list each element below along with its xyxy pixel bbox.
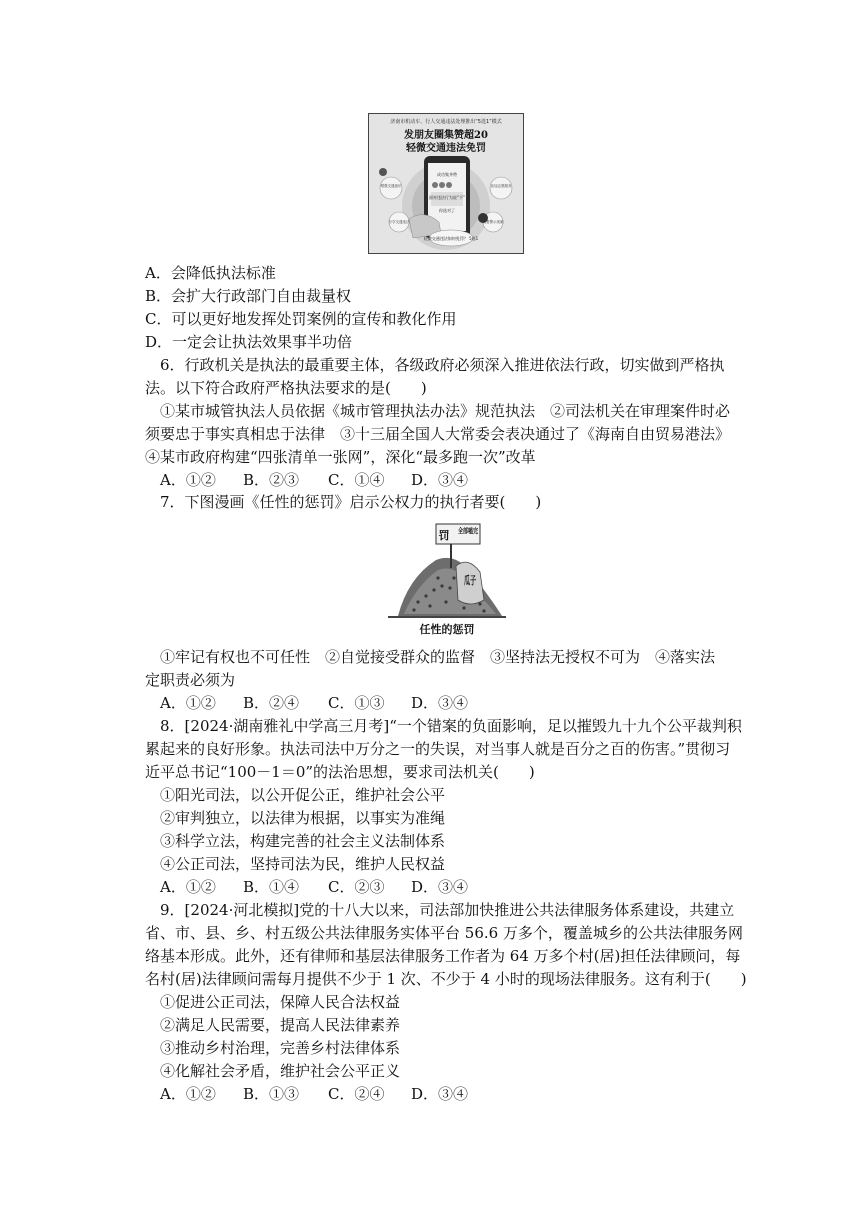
q9-stem-line3: 络基本形成。此外，还有律师和基层法律服务工作者为 64 万多个村(居)担任法律顾问，每 — [145, 947, 741, 965]
q9-stem-line1: 9．[2024·河北模拟]党的十八大以来，司法部加快推进公共法律服务体系建设，共建立 — [160, 901, 735, 919]
q7-option-a: A．①② — [160, 694, 216, 712]
poster-label-2: 参加志愿服务 — [490, 184, 512, 188]
q9-stem-line2: 省、市、县、乡、村五级公共法律服务实体平台 56.6 万多个，覆盖城乡的公共法律服务网 — [145, 924, 743, 942]
q7-option-d: D．③④ — [411, 694, 469, 712]
q6-options — [160, 470, 468, 490]
q7-option-b: B．②④ — [243, 694, 300, 712]
poster-header: 济南市机动车、行人交通违法处理推出“5选1”模式 — [390, 119, 502, 125]
q8-stem-line2: 累起来的良好形象。执法司法中万分之一的失误，对当事人就是百分之百的伤害。”贯彻习 — [145, 740, 731, 758]
q8-item-3: ③科学立法，构建完善的社会主义法制体系 — [160, 832, 446, 850]
q6-items-line2: 须要忠于事实真相忠于法律 ③十三届全国人大常委会表决通过了《海南自由贸易港法》 — [145, 425, 731, 443]
q7-items-line1: ①牢记有权也不可任性 ②自觉接受群众的监督 ③坚持法无授权不可为 ④落实法 — [160, 648, 716, 666]
poster-title-line2: 轻微交通违法免罚 — [406, 143, 486, 154]
q9-option-b: B．①③ — [243, 1085, 300, 1103]
q7-items-line2: 定职责必须为 — [145, 671, 236, 689]
q8-option-b: B．①④ — [243, 878, 300, 896]
q8-stem-line1: 8．[2024·湖南雅礼中学高三月考]“一个错案的负面影响，足以摧毁九十九个公平裁判积 — [160, 717, 742, 735]
q6-stem-line1: 6．行政机关是执法的最重要主体，各级政府必须深入推进依法行政，切实做到严格执 — [160, 356, 725, 374]
q5-option-a: A．会降低执法标准 — [145, 264, 276, 282]
phone-text-2: 面对违法行为说“不” — [428, 195, 466, 200]
phone-text-3: 你选对了 — [439, 208, 455, 213]
q6-option-c: C．①④ — [328, 471, 385, 489]
q6-items-line3: ④某市政府构建“四张清单一张网”，深化“最多跑一次”改革 — [145, 448, 536, 466]
q5-option-b: B．会扩大行政部门自由裁量权 — [145, 287, 352, 305]
poster-title-line1: 发朋友圈集赞超20 — [404, 130, 488, 141]
q7-option-c: C．①③ — [328, 694, 385, 712]
q9-item-2: ②满足人民需要，提高人民法律素养 — [160, 1016, 401, 1034]
q7-options — [160, 693, 468, 713]
poster-label-4: 观看警示视频 — [482, 220, 504, 224]
poster-label-3: 分享交通违法 — [388, 220, 410, 224]
q8-options — [160, 877, 468, 897]
q9-item-3: ③推动乡村治理，完善乡村法律体系 — [160, 1039, 401, 1057]
q7-stem: 7．下图漫画《任性的惩罚》启示公权力的执行者要( ) — [160, 493, 542, 511]
cartoon-sign-right: 全部嗑完 — [458, 526, 478, 535]
q6-items-line1: ①某市城管执法人员依据《城市管理执法办法》规范执法 ②司法机关在审理案件时必 — [160, 402, 731, 420]
traffic-poster-image — [368, 113, 524, 254]
traffic-poster-graphic — [369, 114, 523, 253]
q9-item-1: ①促进公正司法，保障人民合法权益 — [160, 993, 401, 1011]
cartoon-caption: 任性的惩罚 — [419, 623, 475, 636]
phone-text-1: 成功集齐赞 — [437, 172, 457, 177]
q6-option-b: B．②③ — [243, 471, 300, 489]
q8-option-c: C．②③ — [328, 878, 385, 896]
q5-option-c: C．可以更好地发挥处罚案例的宣传和教化作用 — [145, 310, 457, 328]
q8-stem-line3: 近平总书记“100－1＝0”的法治思想，要求司法机关( ) — [145, 763, 535, 781]
cartoon-sack-label: 瓜子 — [464, 574, 486, 587]
q8-item-4: ④公正司法，坚持司法为民，维护人民权益 — [160, 855, 446, 873]
q9-option-c: C．②④ — [328, 1085, 385, 1103]
q8-item-1: ①阳光司法，以公开促公正，维护社会公平 — [160, 786, 446, 804]
q8-option-d: D．③④ — [411, 878, 469, 896]
q5-option-d: D．一定会让执法效果事半功倍 — [145, 333, 353, 351]
cartoon-image — [388, 516, 506, 638]
q8-option-a: A．①② — [160, 878, 216, 896]
cartoon-sign-left: 罚 — [438, 529, 450, 542]
cartoon-graphic — [388, 516, 506, 638]
q8-item-2: ②审判独立，以法律为根据，以事实为准绳 — [160, 809, 446, 827]
q6-stem-line2: 法。以下符合政府严格执法要求的是( ) — [145, 379, 427, 397]
q6-option-a: A．①② — [160, 471, 216, 489]
q9-option-a: A．①② — [160, 1085, 216, 1103]
q9-options — [160, 1084, 468, 1104]
q9-option-d: D．③④ — [411, 1085, 469, 1103]
q9-item-4: ④化解社会矛盾，维护社会公平正义 — [160, 1062, 401, 1080]
q9-stem-line4: 名村(居)法律顾问需每月提供不少于 1 次、不少于 4 小时的现场法律服务。这有利于( ) — [145, 970, 747, 988]
poster-bubble: 轻微交通违法如何免罚？ 5选1 — [423, 236, 479, 241]
poster-label-1: 增强交通意识 — [380, 184, 402, 188]
q6-option-d: D．③④ — [411, 471, 469, 489]
